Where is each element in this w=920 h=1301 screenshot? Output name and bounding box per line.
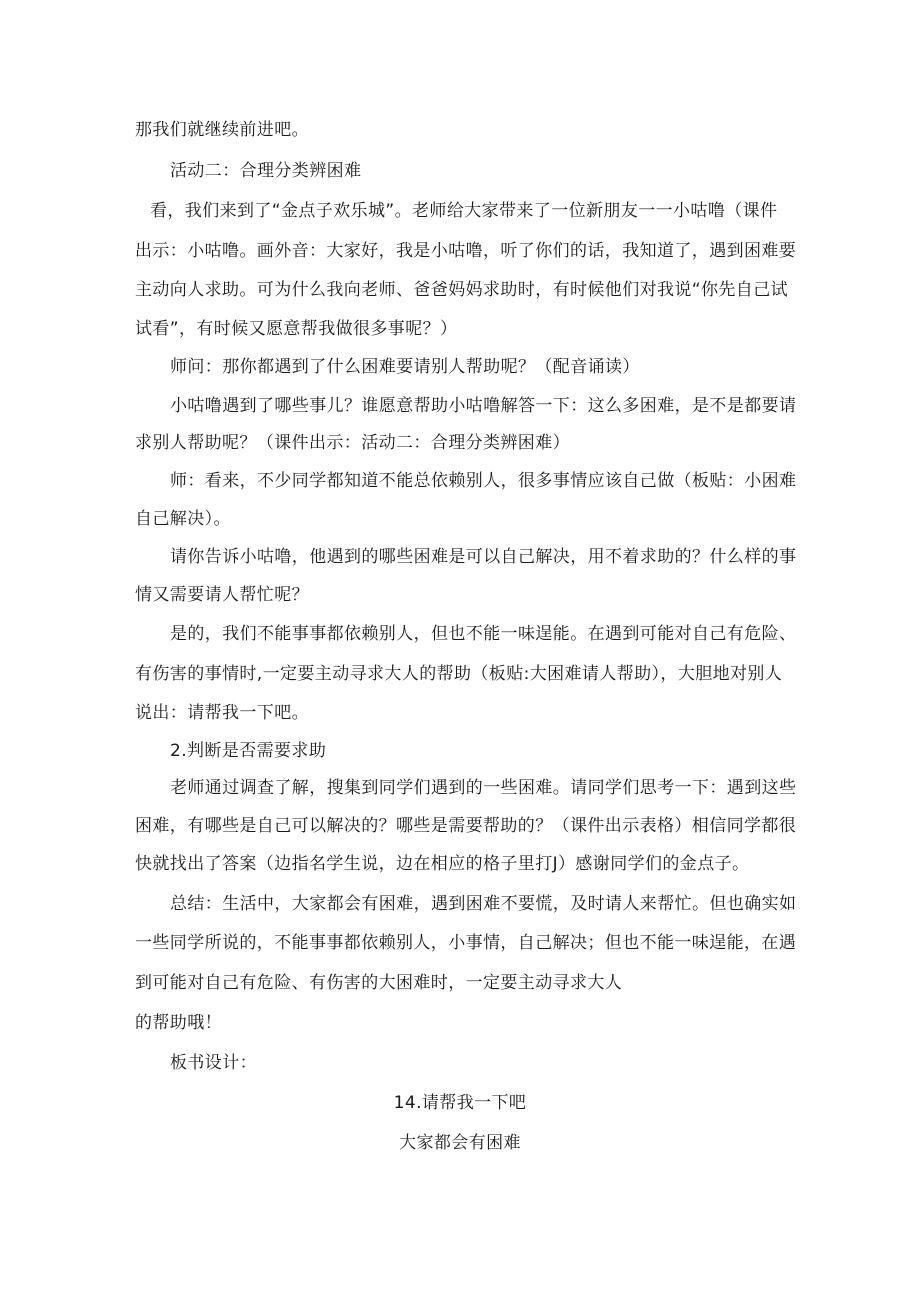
board-design-label: 板书设计： [170, 1053, 257, 1073]
paragraph-line: 求别人帮助呢？（课件出示：活动二：合理分类辨困难） [135, 433, 570, 453]
paragraph-line: 情又需要请人帮忙呢？ [135, 585, 309, 605]
paragraph-line: 试看”，有时候又愿意帮我做很多事呢？） [135, 319, 458, 339]
paragraph-line: 说出：请帮我一下吧。 [135, 703, 309, 723]
paragraph-line: 请你告诉小咕噜，他遇到的哪些困难是可以自己解决，用不着求助的？什么样的事 [170, 547, 797, 567]
paragraph-line: 的帮助哦！ [135, 1013, 222, 1033]
paragraph-line: 到可能对自己有危险、有伤害的大困难时，一定要主动寻求大人 [135, 973, 623, 993]
paragraph-line: 出示：小咕噜。画外音：大家好，我是小咕噜，听了你们的话，我知道了，遇到困难要 [135, 241, 797, 261]
paragraph-line: 快就找出了答案（边指名学生说，边在相应的格子里打J）感谢同学们的金点子。 [135, 854, 750, 874]
paragraph-line: 是的，我们不能事事都依赖别人，但也不能一味逞能。在遇到可能对自己有危险、 [170, 624, 797, 644]
paragraph-line: 主动向人求助。可为什么我向老师、爸爸妈妈求助时，有时候他们对我说“你先自己试 [135, 280, 789, 300]
paragraph-line: 老师通过调查了解，搜集到同学们遇到的一些困难。请同学们思考一下：遇到这些 [170, 778, 797, 798]
paragraph-line: 总结：生活中，大家都会有困难，遇到困难不要慌，及时请人来帮忙。但也确实如 [170, 894, 797, 914]
section-heading: 活动二：合理分类辨困难 [170, 161, 362, 181]
paragraph-line: 自己解决）。 [135, 509, 231, 529]
paragraph-line: 一些同学所说的，不能事事都依赖别人，小事情，自己解决；但也不能一味逞能，在遇 [135, 933, 797, 953]
subsection-heading: 2.判断是否需要求助 [170, 741, 327, 761]
paragraph-line: 师：看来，不少同学都知道不能总依赖别人，很多事情应该自己做（板贴：小困难 [170, 471, 797, 491]
paragraph-line: 困难，有哪些是自己可以解决的？哪些是需要帮助的？（课件出示表格）相信同学都很 [135, 816, 797, 836]
paragraph-line: 小咕噜遇到了哪些事儿？谁愿意帮助小咕噜解答一下：这么多困难，是不是都要请 [170, 396, 797, 416]
paragraph-line: 看，我们来到了“金点子欢乐城”。老师给大家带来了一位新朋友一一小咕噜（课件 [150, 201, 778, 221]
board-title: 14.请帮我一下吧 [393, 1093, 527, 1113]
paragraph-line: 师问：那你都遇到了什么困难要请别人帮助呢？（配音诵读） [170, 357, 640, 377]
paragraph-line: 那我们就继续前进吧。 [135, 120, 309, 140]
paragraph-line: 有伤害的事情时,一定要主动寻求大人的帮助（板贴:大困难请人帮助），大胆地对别人 [135, 664, 783, 684]
board-subtitle: 大家都会有困难 [399, 1133, 521, 1153]
